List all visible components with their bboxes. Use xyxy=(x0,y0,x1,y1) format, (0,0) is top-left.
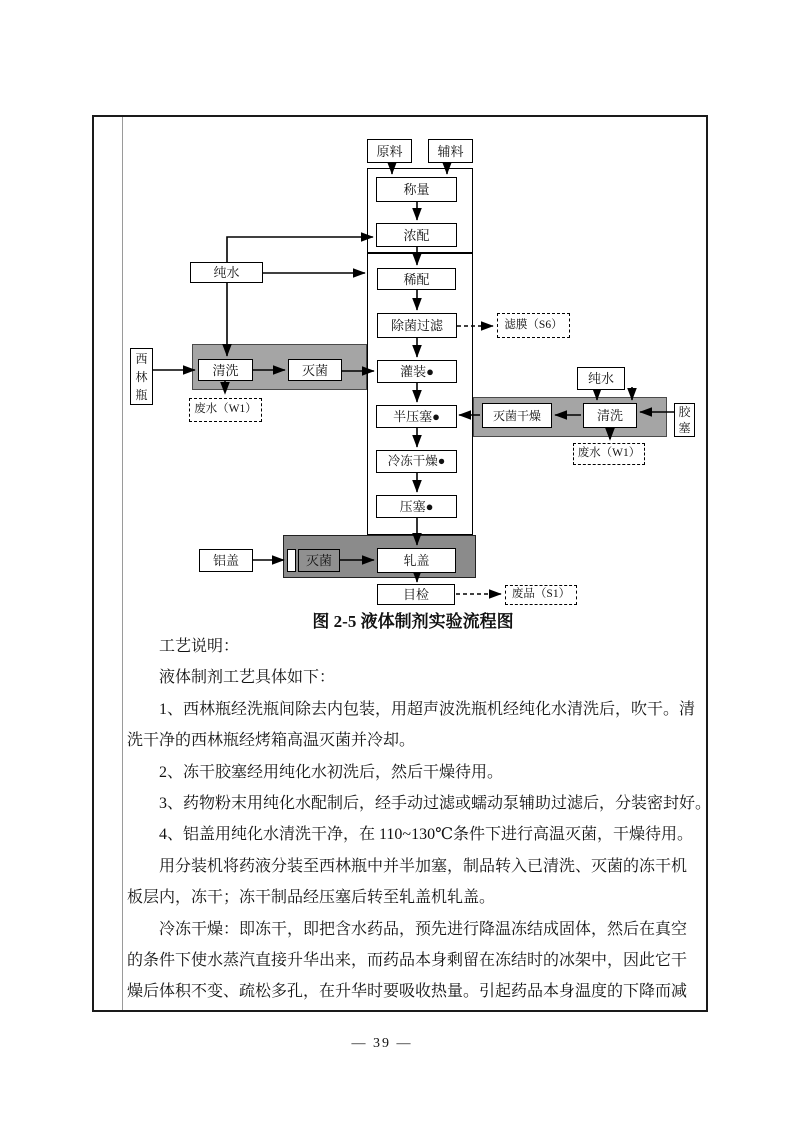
text-line: 液体制剂工艺具体如下： xyxy=(159,669,336,687)
node-weighing: 称量 xyxy=(376,177,457,202)
node-visual-inspection: 目检 xyxy=(377,584,455,605)
text-line: 的条件下使水蒸汽直接升华出来，而药品本身剩留在冻结时的冰架中，因此它干 xyxy=(127,951,688,969)
node-wash-left: 清洗 xyxy=(198,359,253,381)
text-line: 燥后体积不变、疏松多孔，在升华时要吸收热量。引起药品本身温度的下降而减 xyxy=(127,983,688,1001)
cap-feed-slot xyxy=(287,549,296,572)
node-wash-right: 清洗 xyxy=(583,403,637,428)
node-dilute-prep: 稀配 xyxy=(377,268,456,290)
node-concentrated-prep: 浓配 xyxy=(376,223,457,247)
node-pure-water-left: 纯水 xyxy=(190,262,263,283)
node-filling: 灌装● xyxy=(377,360,457,383)
node-pure-water-right: 纯水 xyxy=(577,367,625,390)
node-vial: 西林瓶 xyxy=(130,348,153,405)
node-aluminum-cap: 铝盖 xyxy=(199,549,253,572)
process-room-container xyxy=(367,253,473,535)
node-capping: 轧盖 xyxy=(377,548,456,573)
text-line: 洗干净的西林瓶经烤箱高温灭菌并冷却。 xyxy=(127,732,416,750)
node-filter-membrane: 滤膜（S6） xyxy=(497,313,570,338)
node-half-stoppering: 半压塞● xyxy=(376,405,457,428)
node-waste-water-left: 废水（W1） xyxy=(189,398,262,422)
text-line: 2、冻干胶塞经用纯化水初洗后，然后干燥待用。 xyxy=(159,763,504,781)
node-sterilize-left: 灭菌 xyxy=(288,359,342,381)
node-raw-material: 原料 xyxy=(367,139,412,163)
node-freeze-drying: 冷冻干燥● xyxy=(376,450,457,473)
text-line: 工艺说明： xyxy=(159,638,240,655)
node-rubber-plug: 胶塞 xyxy=(674,403,695,437)
node-auxiliary-material: 辅料 xyxy=(428,139,473,163)
text-line: 用分装机将药液分装至西林瓶中并半加塞，制品转入已清洗、灭菌的冻干机 xyxy=(159,857,688,875)
node-sterile-filtration: 除菌过滤 xyxy=(377,313,457,338)
text-line: 3、药物粉末用纯化水配制后，经手动过滤或蠕动泵辅助过滤后，分装密封好。 xyxy=(159,794,712,812)
text-line: 板层内，冻干；冻干制品经压塞后转至轧盖机轧盖。 xyxy=(127,889,496,907)
text-line: 冷冻干燥：即冻干，即把含水药品，预先进行降温冻结成固体，然后在真空 xyxy=(159,920,688,938)
node-sterilize-bottom: 灭菌 xyxy=(298,549,340,572)
process-description xyxy=(127,631,712,1008)
page-number: — 39 — xyxy=(351,1036,413,1051)
text-line: 1、西林瓶经洗瓶间除去内包装，用超声波洗瓶机经纯化水清洗后，吹干。清 xyxy=(159,700,696,718)
node-stoppering: 压塞● xyxy=(376,495,457,518)
text-line: 4、铝盖用纯化水清洗干净，在 110~130℃条件下进行高温灭菌，干燥待用。 xyxy=(159,826,693,844)
node-scrap: 废品（S1） xyxy=(505,585,577,605)
node-sterilize-dry: 灭菌干燥 xyxy=(482,403,552,428)
figure-caption: 图 2-5 液体制剂实验流程图 xyxy=(312,612,514,631)
node-waste-water-right: 废水（W1） xyxy=(573,443,645,465)
left-column-rule xyxy=(122,117,123,1010)
